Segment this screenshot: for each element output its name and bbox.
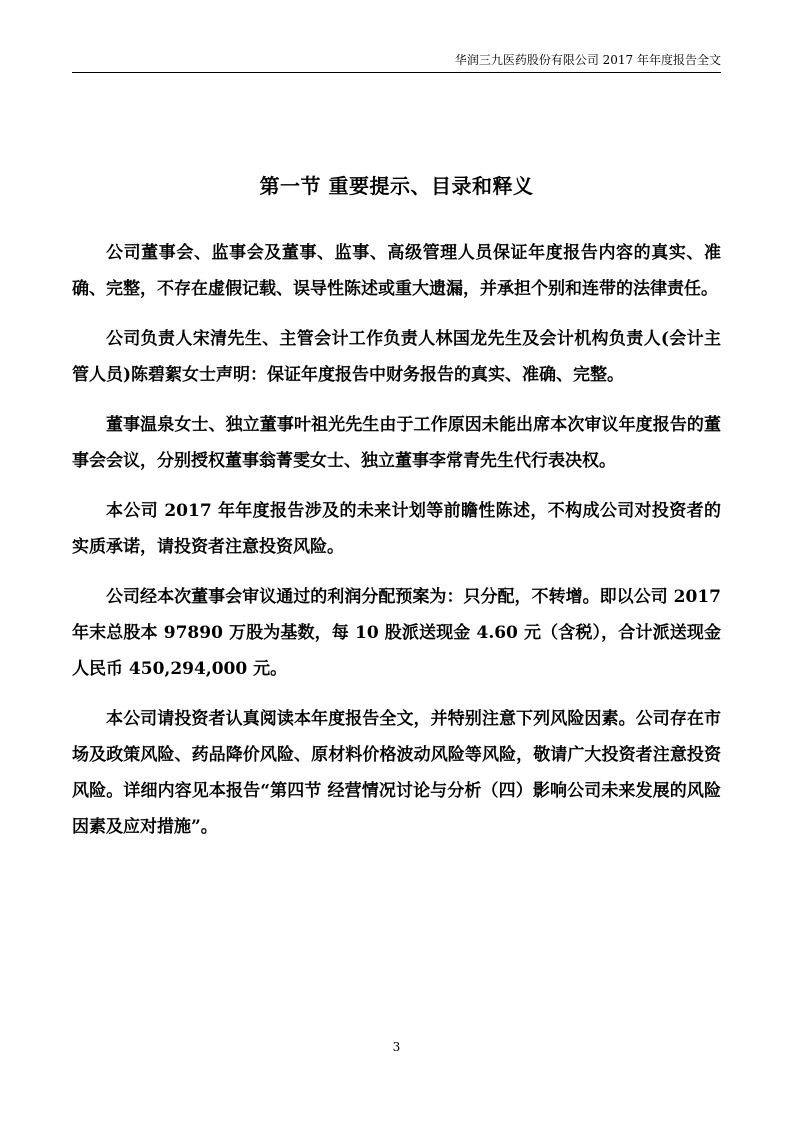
running-header: 华润三九医药股份有限公司 2017 年年度报告全文 <box>454 53 721 67</box>
paragraph-responsible-persons: 公司负责人宋清先生、主管会计工作负责人林国龙先生及会计机构负责人(会计主管人员)陈碧絮女士声明：保证年度报告中财务报告的真实、准确、完整。 <box>72 329 721 385</box>
paragraph-risk-factors: 本公司请投资者认真阅读本年度报告全文，并特别注意下列风险因素。公司存在市场及政策风险、药品降价风险、原材料价格波动风险等风险，敬请广大投资者注意投资风险。详细内容见本报告“第四节 经营情况讨论与分析（四）影响公司未来发展的风险因素及应对措施”。 <box>72 709 721 837</box>
section-title: 第一节 重要提示、目录和释义 <box>259 174 534 198</box>
paragraph-board-guarantee: 公司董事会、监事会及董事、监事、高级管理人员保证年度报告内容的真实、准确、完整，不存在虚假记载、误导性陈述或重大遗漏，并承担个别和连带的法律责任。 <box>72 243 721 299</box>
body-text <box>72 235 721 859</box>
page-number: 3 <box>392 1040 401 1054</box>
header-divider <box>72 72 721 73</box>
paragraph-forward-looking: 本公司 2017 年年度报告涉及的未来计划等前瞻性陈述，不构成公司对投资者的实质承诺，请投资者注意投资风险。 <box>72 501 721 557</box>
paragraph-absent-directors: 董事温泉女士、独立董事叶祖光先生由于工作原因未能出席本次审议年度报告的董事会会议，分别授权董事翁菁雯女士、独立董事李常青先生代行表决权。 <box>72 415 721 471</box>
paragraph-profit-distribution: 公司经本次董事会审议通过的利润分配预案为：只分配，不转增。即以公司 2017 年末总股本 97890 万股为基数，每 10 股派送现金 4.60 元（含税），合计派送现金人民币 450,294,000 元。 <box>72 587 721 679</box>
